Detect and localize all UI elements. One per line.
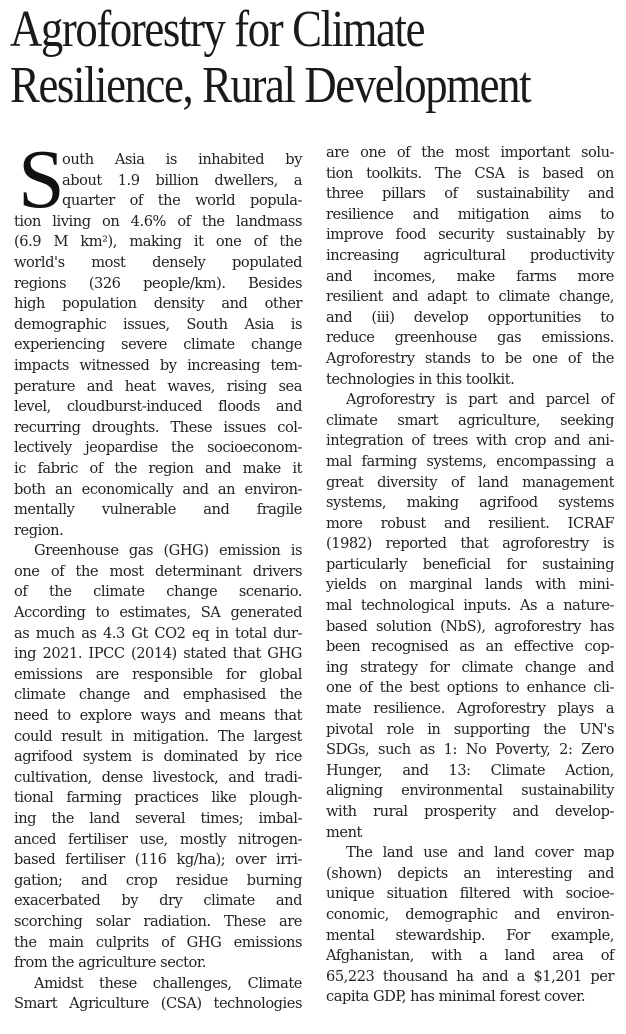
text-line: (6.9 M km²), making it one of the (14, 233, 302, 251)
text-line: technologies in this toolkit. (326, 370, 515, 388)
text-line: about 1.9 billion dwellers, a (62, 171, 302, 189)
text-line: Smart Agriculture (CSA) technologies (14, 995, 302, 1013)
text-line: tion toolkits. The CSA is based on (326, 164, 614, 182)
text-line: based fertiliser (116 kg/ha); over irri- (14, 851, 302, 869)
text-line: from the agriculture sector. (14, 954, 206, 972)
text-line: particularly beneficial for sustaining (326, 555, 614, 573)
text-line: both an economically and an environ- (14, 480, 302, 498)
text-line: ing strategy for climate change and (326, 658, 614, 676)
text-line: cultivation, dense livestock, and tradi- (14, 768, 302, 786)
text-line: been recognised as an effective cop- (326, 638, 614, 656)
text-line: impacts witnessed by increasing tem- (14, 356, 302, 374)
text-line: increasing agricultural productivity (326, 246, 614, 264)
left-column (14, 133, 302, 1015)
text-line: emissions are responsible for global (14, 665, 302, 683)
right-column (326, 143, 614, 1008)
text-line: tional farming practices like plough- (14, 789, 302, 807)
text-line: pivotal role in supporting the UN's (326, 720, 614, 738)
headline-line-1: Agroforestry for Climate (10, 1, 425, 58)
text-line: exacerbated by dry climate and (14, 892, 302, 910)
text-line: improve food security sustainably by (326, 226, 614, 244)
text-line: 65,223 thousand ha and a $1,201 per (326, 967, 614, 985)
text-line: level, cloudburst-induced floods and (14, 398, 302, 416)
text-line: climate change and emphasised the (14, 686, 302, 704)
text-line: regions (326 people/km). Besides (14, 274, 302, 292)
text-line: great diversity of land management (326, 473, 614, 491)
text-line: need to explore ways and means that (14, 707, 302, 725)
text-line: resilience and mitigation aims to (326, 205, 614, 223)
text-line: perature and heat waves, rising sea (14, 377, 302, 395)
text-line: mal farming systems, encompassing a (326, 452, 614, 470)
text-line: mentally vulnerable and fragile (14, 501, 302, 519)
text-line: outh Asia is inhabited by (62, 151, 302, 168)
text-line: The land use and land cover map (346, 844, 614, 862)
text-line: yields on marginal lands with mini- (326, 576, 614, 594)
text-line: Hunger, and 13: Climate Action, (326, 761, 614, 779)
text-line: unique situation filtered with socioe- (326, 885, 614, 903)
text-line: could result in mitigation. The largest (14, 727, 302, 745)
text-line: high population density and other (14, 295, 302, 313)
text-line: experiencing severe climate change (14, 336, 302, 354)
text-line: Afghanistan, with a land area of (326, 947, 614, 965)
text-line: region. (14, 521, 64, 539)
text-line: reduce greenhouse gas emissions. (326, 329, 614, 347)
text-line: (1982) reported that agroforestry is (326, 535, 614, 553)
text-line: Amidst these challenges, Climate (34, 974, 302, 992)
text-line: ment (326, 823, 362, 841)
text-line: one of the most determinant drivers (14, 562, 302, 580)
text-line: world's most densely populated (14, 253, 302, 271)
text-line: mate resilience. Agroforestry plays a (326, 700, 614, 718)
text-line: Greenhouse gas (GHG) emission is (34, 542, 302, 560)
text-line: SDGs, such as 1: No Poverty, 2: Zero (326, 741, 614, 759)
text-line: and (iii) develop opportunities to (326, 308, 614, 326)
text-line: more robust and resilient. ICRAF (326, 514, 614, 532)
text-line: capita GDP, has minimal forest cover. (326, 988, 586, 1006)
text-line: mal technological inputs. As a nature- (326, 597, 614, 615)
drop-cap: S (18, 133, 65, 226)
text-line: anced fertiliser use, mostly nitrogen- (14, 830, 302, 848)
text-line: According to estimates, SA generated (14, 604, 302, 622)
text-line: ing 2021. IPCC (2014) stated that GHG (14, 645, 302, 663)
text-line: based solution (NbS), agroforestry has (326, 617, 614, 635)
text-line: quarter of the world popula- (62, 192, 302, 210)
text-line: mental stewardship. For example, (326, 926, 614, 944)
text-line: Agroforestry is part and parcel of (346, 391, 614, 409)
text-line: tion living on 4.6% of the landmass (14, 212, 302, 230)
text-line: (shown) depicts an interesting and (326, 864, 614, 882)
text-line: Agroforestry stands to be one of the (326, 349, 614, 367)
text-line: ing the land several times; imbal- (14, 810, 302, 827)
text-line: ic fabric of the region and make it (14, 459, 302, 477)
text-line: of the climate change scenario. (14, 583, 302, 601)
headline-line-2: Resilience, Rural Development (10, 57, 531, 114)
text-line: climate smart agriculture, seeking (326, 411, 614, 429)
text-line: with rural prosperity and develop- (326, 803, 614, 820)
text-line: the main culprits of GHG emissions (14, 933, 302, 951)
text-line: agrifood system is dominated by rice (14, 748, 302, 766)
text-line: one of the best options to enhance cli- (326, 679, 614, 697)
text-line: as much as 4.3 Gt CO2 eq in total dur- (14, 624, 302, 642)
text-line: scorching solar radiation. These are (14, 912, 302, 930)
text-line: conomic, demographic and environ- (326, 905, 614, 923)
text-line: three pillars of sustainability and (326, 185, 614, 203)
text-line: demographic issues, South Asia is (14, 315, 302, 333)
text-line: lectively jeopardise the socioeconom- (14, 439, 302, 457)
text-line: gation; and crop residue burning (14, 871, 302, 889)
text-line: resilient and adapt to climate change, (326, 288, 614, 306)
text-line: and incomes, make farms more (326, 267, 614, 285)
text-line: recurring droughts. These issues col- (14, 418, 302, 436)
text-line: aligning environmental sustainability (326, 782, 614, 800)
text-line: systems, making agrifood systems (326, 494, 614, 512)
article-headline (10, 2, 535, 114)
text-line: are one of the most important solu- (326, 144, 614, 161)
text-line: integration of trees with crop and ani- (326, 432, 614, 450)
